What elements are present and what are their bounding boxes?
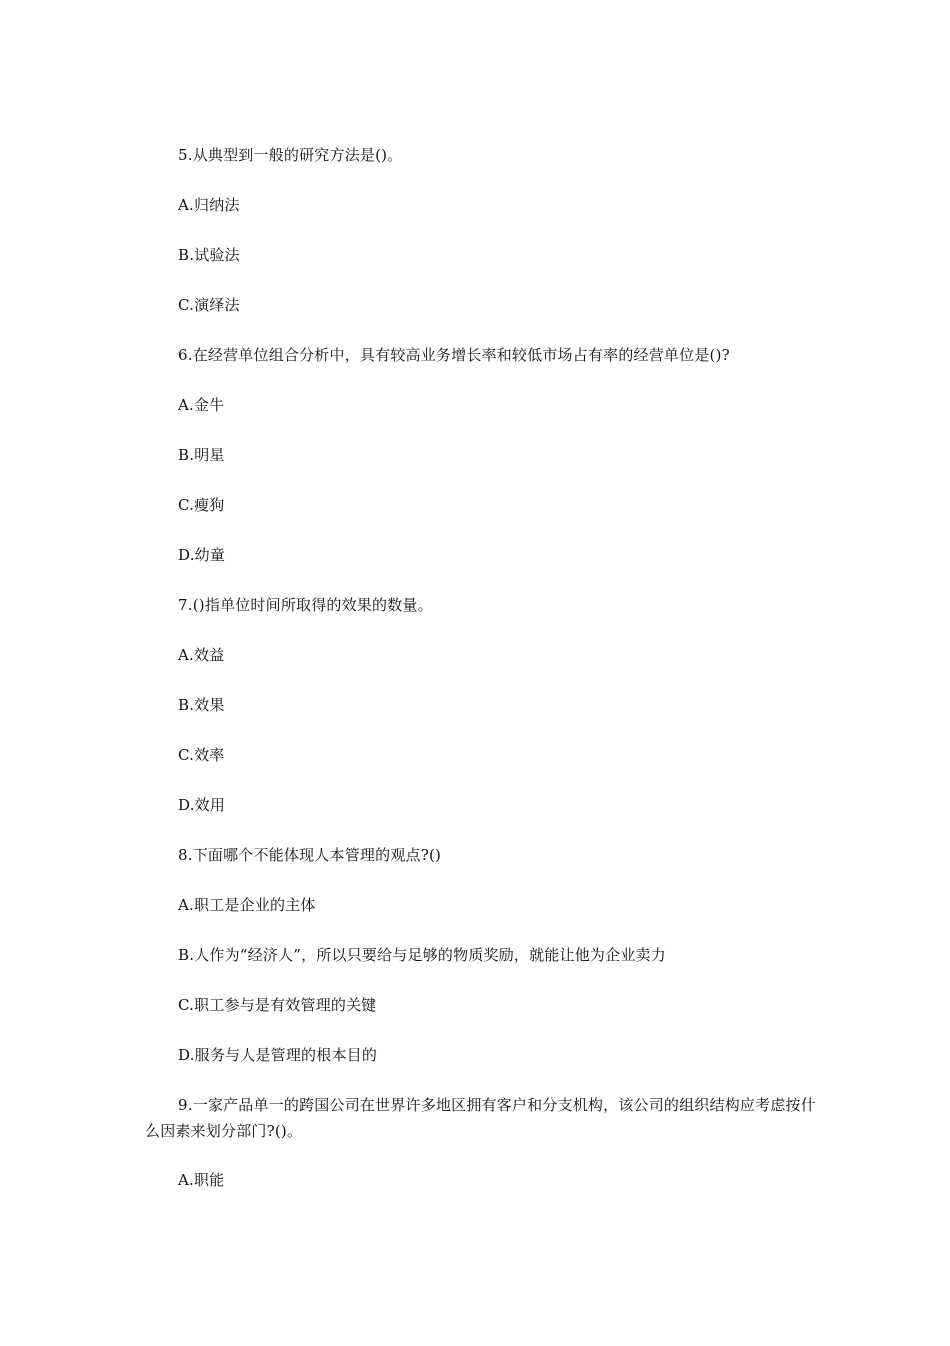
question-5-option-b: B.试验法 xyxy=(178,246,240,264)
question-5-stem: 5.从典型到一般的研究方法是()。 xyxy=(178,146,403,164)
question-7-stem: 7.()指单位时间所取得的效果的数量。 xyxy=(178,596,433,614)
question-6-option-d: D.幼童 xyxy=(178,546,226,564)
question-8-option-a: A.职工是企业的主体 xyxy=(178,896,316,914)
question-6-option-c: C.瘦狗 xyxy=(178,496,225,514)
question-9-stem: 9.一家产品单一的跨国公司在世界许多地区拥有客户和分支机构，该公司的组织结构应考虑按什么因素来划分部门?()。 xyxy=(145,1096,816,1140)
question-7-option-d: D.效用 xyxy=(178,796,226,814)
question-8-option-d: D.服务与人是管理的根本目的 xyxy=(178,1046,378,1064)
question-7-option-b: B.效果 xyxy=(178,696,225,714)
question-7-option-a: A.效益 xyxy=(178,646,225,664)
question-5-option-a: A.归纳法 xyxy=(178,196,240,214)
question-8-option-c: C.职工参与是有效管理的关键 xyxy=(178,996,377,1014)
question-6-option-a: A.金牛 xyxy=(178,396,225,414)
question-9-option-a: A.职能 xyxy=(178,1171,225,1189)
question-6-option-b: B.明星 xyxy=(178,446,225,464)
question-7-option-c: C.效率 xyxy=(178,746,225,764)
question-6-stem: 6.在经营单位组合分析中，具有较高业务增长率和较低市场占有率的经营单位是()? xyxy=(178,346,730,364)
question-8-option-b: B.人作为“经济人”，所以只要给与足够的物质奖励，就能让他为企业卖力 xyxy=(178,946,666,964)
question-8-stem: 8.下面哪个不能体现人本管理的观点?() xyxy=(178,846,442,864)
question-5-option-c: C.演绎法 xyxy=(178,296,240,314)
